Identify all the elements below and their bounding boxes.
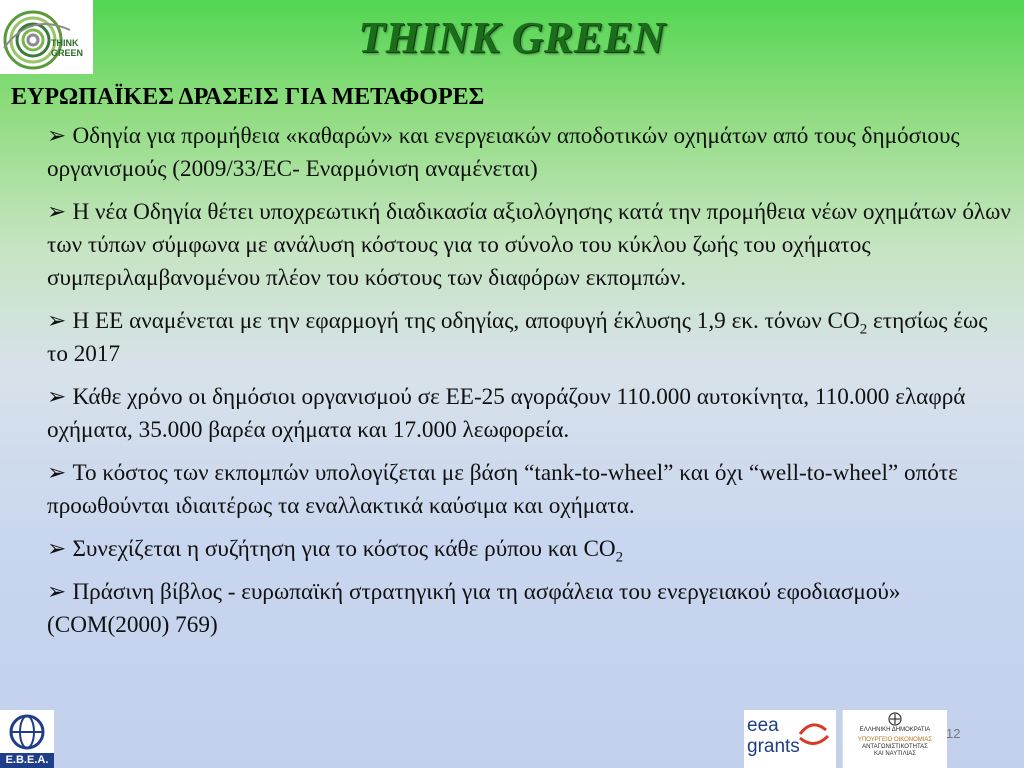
bullet-text-tail: ετησίως έως το 2017: [47, 308, 988, 367]
eea-grants-logo: [744, 710, 836, 768]
bullet-item: [47, 533, 1013, 566]
subscript: 2: [859, 321, 868, 338]
logo-wordmark: THINK GREEN: [51, 38, 84, 58]
bullet-item: [47, 196, 1013, 295]
arrow-bullet-icon: ➢: [47, 579, 67, 605]
section-heading: ΕΥΡΩΠΑΪΚΕΣ ΔΡΑΣΕΙΣ ΓΙΑ ΜΕΤΑΦΟΡΕΣ: [11, 84, 485, 110]
bullet-text: Κάθε χρόνο οι δημόσιοι οργανισμού σε ΕΕ-25 αγοράζουν 110.000 αυτοκίνητα, 110.000 ελαφρά οχήματα, 35.000 βαρέα οχήματα και 17.000 λεωφορεία.: [47, 384, 966, 443]
bullet-text: Οδηγία για προμήθεια «καθαρών» και ενεργειακών αποδοτικών οχημάτων από τους δημόσιους οργανισμούς (2009/33/EC- Εναρμόνιση αναμένεται): [47, 123, 960, 182]
slide-title: THINK GREEN: [358, 13, 666, 62]
arrow-bullet-icon: ➢: [47, 123, 67, 149]
ministry-line-4: ΚΑΙ ΝΑΥΤΙΛΙΑΣ: [874, 751, 916, 757]
subscript: 2: [615, 549, 624, 566]
ministry-logo: [842, 710, 947, 768]
bullet-text: Πράσινη βίβλος - ευρωπαϊκή στρατηγική για τη ασφάλεια του ενεργειακού εφοδιασμού» (COM(2000) 769): [47, 579, 901, 638]
bullet-text: Το κόστος των εκπομπών υπολογίζεται με βάση “tank-to-wheel” και όχι “well-to-wheel” οπότε προωθούνται ιδιαιτέρως τα εναλλακτικά καύσιμα και οχήματα.: [47, 460, 958, 519]
ministry-line-1: ΕΛΛΗΝΙΚΗ ΔΗΜΟΚΡΑΤΙΑ: [859, 727, 931, 733]
arrow-bullet-icon: ➢: [47, 536, 67, 562]
arrow-bullet-icon: ➢: [47, 308, 67, 334]
arrow-bullet-icon: ➢: [47, 460, 67, 486]
globe-emblem-icon: [0, 710, 54, 753]
eea-word: eea: [747, 715, 779, 736]
bullet-text: Η νέα Οδηγία θέτει υποχρεωτική διαδικασία αξιολόγησης κατά την προμήθεια νέων οχημάτων όλων των τύπων σύμφωνα με ανάλυση κόστους για το σύνολο του κύκλου ζωής του οχήματος συμπεριλαμβανομένου πλέον του κόστους των διαφόρων εκπομπών.: [47, 199, 1011, 291]
bullet-item: [47, 576, 1013, 642]
bullet-list: [47, 120, 1013, 652]
grants-word: grants: [747, 736, 800, 757]
bullet-item: [47, 305, 1013, 371]
ebea-logo: [0, 710, 54, 768]
greek-emblem-icon: [888, 712, 902, 726]
bullet-item: [47, 381, 1013, 447]
arrow-bullet-icon: ➢: [47, 199, 67, 225]
ministry-line-3: ΑΝΤΑΓΩΝΙΣΤΙΚΟΤΗΤΑΣ: [862, 744, 928, 750]
bullet-item: [47, 120, 1013, 186]
arrow-bullet-icon: ➢: [47, 384, 67, 410]
bullet-item: [47, 457, 1013, 523]
ministry-line-2: ΥΠΟΥΡΓΕΙΟ ΟΙΚΟΝΟΜΙΑΣ: [857, 737, 933, 743]
page-number: 12: [946, 726, 961, 741]
ebea-label: Ε.Β.Ε.Α.: [0, 753, 54, 768]
bullet-text: Η ΕΕ αναμένεται με την εφαρμογή της οδηγίας, αποφυγή έκλυσης 1,9 εκ. τόνων CO: [72, 308, 860, 334]
bullet-text: Συνεχίζεται η συζήτηση για το κόστος κάθε ρύπου και CO: [72, 536, 616, 562]
eea-swirl-icon: [792, 716, 832, 756]
